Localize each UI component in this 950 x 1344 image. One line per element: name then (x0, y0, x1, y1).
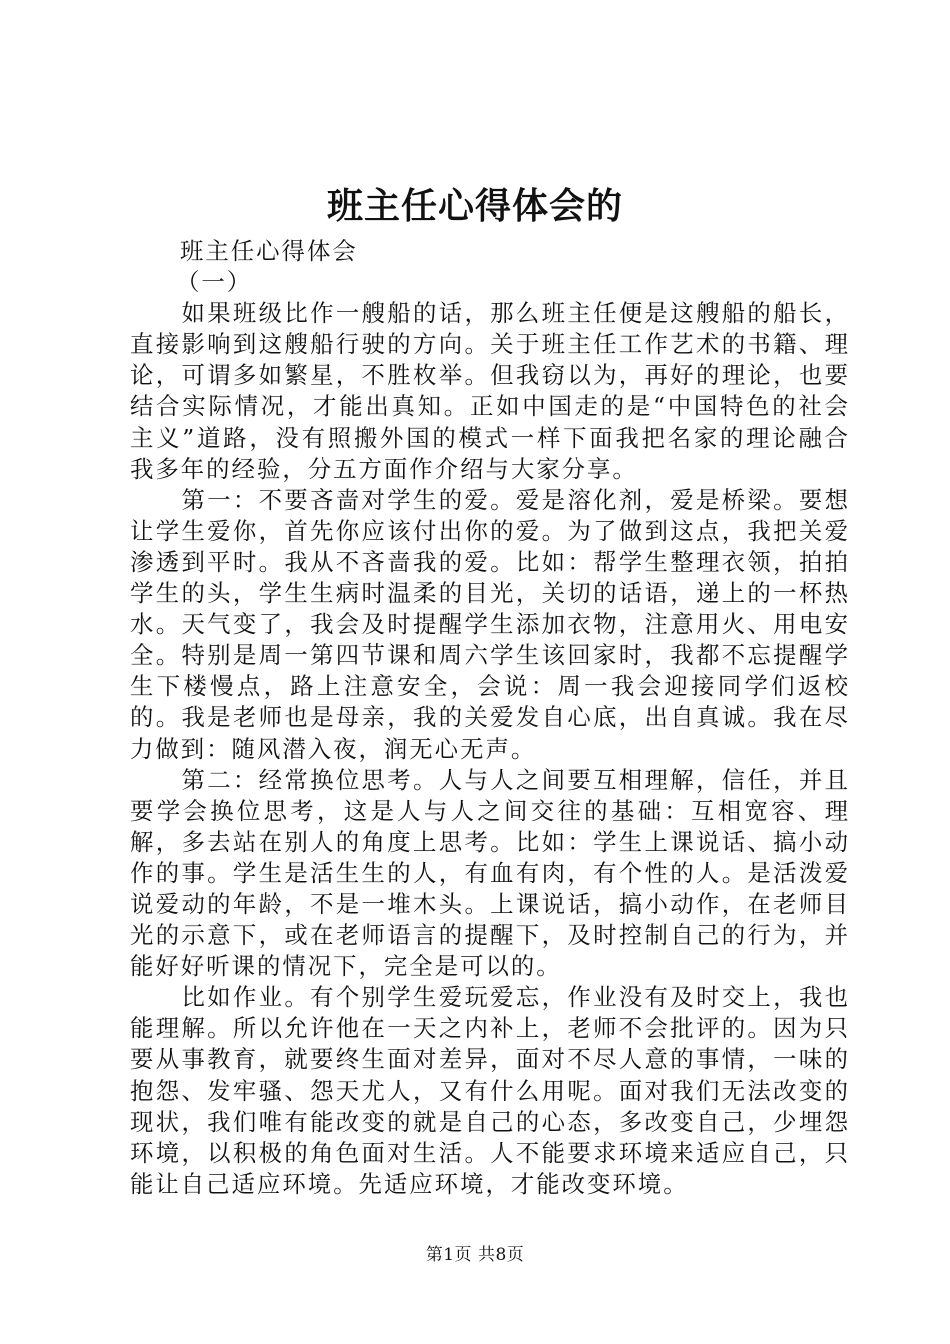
document-subtitle: 班主任心得体会 (180, 237, 358, 265)
section-number: （一） (176, 268, 253, 297)
paragraph: 第一：不要吝啬对学生的爱。爱是溶化剂，爱是桥梁。要想让学生爱你，首先你应该付出你的爱。为了做到这点，我把关爱渗透到平时。我从不吝啬我的爱。比如：帮学生整理衣领，拍拍学生的头，学生生病时温柔的目光，关切的话语，递上的一杯热水。天气变了，我会及时提醒学生添加衣物，注意用火、用电安全。特别是周一第四节课和周六学生该回家时，我都不忘提醒学生下楼慢点，路上注意安全，会说：周一我会迎接同学们返校的。我是老师也是母亲，我的关爱发自心底，出自真诚。我在尽力做到：随风潜入夜，润无心无声。 (130, 485, 850, 763)
paragraph: 如果班级比作一艘船的话，那么班主任便是这艘船的船长，直接影响到这艘船行驶的方向。关于班主任工作艺术的书籍、理论，可谓多如繁星，不胜枚举。但我窃以为，再好的理论，也要结合实际情况，才能出真知。正如中国走的是“中国特色的社会主义”道路，没有照搬外国的模式一样下面我把名家的理论融合我多年的经验，分五方面作介绍与大家分享。 (130, 299, 850, 483)
paragraph: 比如作业。有个别学生爱玩爱忘，作业没有及时交上，我也能理解。所以允许他在一天之内补上，老师不会批评的。因为只要从事教育，就要终生面对差异，面对不尽人意的事情，一味的抱怨、发牢骚、怨天尤人，又有什么用呢。面对我们无法改变的现状，我们唯有能改变的就是自己的心态，多改变自己，少埋怨环境，以积极的角色面对生活。人不能要求环境来适应自己，只能让自己适应环境。先适应环境，才能改变环境。 (130, 983, 850, 1198)
paragraph: 第二：经常换位思考。人与人之间要互相理解，信任，并且要学会换位思考，这是人与人之间交往的基础：互相宽容、理解，多去站在别人的角度上思考。比如：学生上课说话、搞小动作的事。学生是活生生的人，有血有肉，有个性的人。是活泼爱说爱动的年龄，不是一堆木头。上课说话，搞小动作，在老师目光的示意下，或在老师语言的提醒下，及时控制自己的行为，并能好好听课的情况下，完全是可以的。 (130, 765, 850, 981)
page-footer: 第1页 共8页 (425, 1245, 525, 1265)
document-body (130, 236, 850, 1200)
page-title: 班主任心得体会的 (326, 185, 623, 227)
